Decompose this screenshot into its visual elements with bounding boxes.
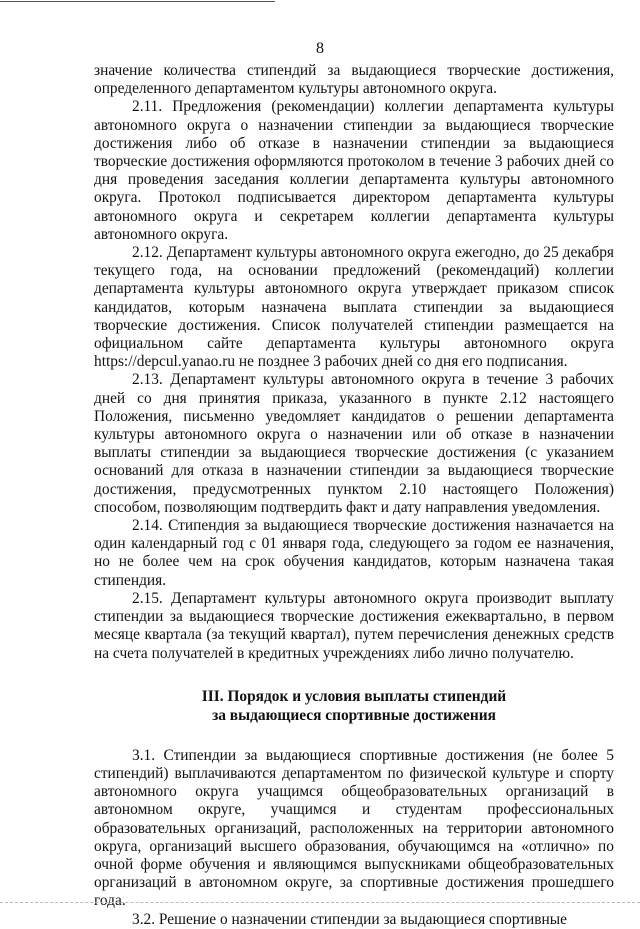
top-rule — [0, 1, 275, 2]
paragraph-3-2: 3.2. Решение о назначении стипендии за выдающиеся спортивные — [132, 910, 567, 928]
paragraph-continuation: значение количества стипендий за выдающиеся творческие достижения, определенного департаментом культуры автономного округа. — [94, 62, 614, 98]
paragraph-3-1: 3.1. Стипендии за выдающиеся спортивные достижения (не более 5 стипендий) выплачиваются департаментом по физической культуре и спорту автономного округа учащимся общеобразовательных организаций в автономном округе, учащимся и студентам профессиональных образовательных организаций, расположенных на территории автономного округа, организаций высшего образования, обучающимся на «отлично» по очной форме обучения и являющимся выпускниками общеобразовательных организаций в автономном округе, за спортивные достижения прошедшего года. — [94, 746, 614, 910]
bottom-rule — [0, 902, 640, 903]
section-heading-line-1: III. Порядок и условия выплаты стипендий — [201, 687, 507, 705]
paragraph-2-13: 2.13. Департамент культуры автономного округа в течение 3 рабочих дней со дня принятия приказа, указанного в пункте 2.12 настоящего Положения, письменно уведомляет кандидатов о решении департамента культуры автономного округа о назначении или об отказе в назначении выплаты стипендии за выдающиеся творческие достижения (с указанием оснований для отказа в назначении стипендии за выдающиеся творческие достижения, предусмотренных пунктом 2.10 настоящего Положения) способом, позволяющим подтвердить факт и дату направления уведомления. — [94, 371, 614, 516]
document-body — [94, 62, 614, 929]
page-number: 8 — [316, 40, 324, 57]
paragraph-2-15: 2.15. Департамент культуры автономного округа производит выплату стипендии за выдающиеся творческие достижения ежеквартально, в первом месяце квартала (за текущий квартал), путем перечисления денежных средств на счета получателей в кредитных учреждениях либо лично получателю. — [94, 589, 614, 662]
paragraph-2-11: 2.11. Предложения (рекомендации) коллегии департамента культуры автономного округа о назначении стипендии за выдающиеся творческие достижения либо об отказе в назначении стипендии за выдающиеся творческие достижения оформляются протоколом в течение 3 рабочих дней со дня проведения заседания коллегии департамента культуры автономного округа. Протокол подписывается директором департамента культуры автономного округа и секретарем коллегии департамента культуры автономного округа. — [94, 98, 614, 243]
paragraph-2-12: 2.12. Департамент культуры автономного округа ежегодно, до 25 декабря текущего года, на основании предложений (рекомендаций) коллегии департамента культуры автономного округа утверждает приказом список кандидатов, которым назначена выплата стипендии за выдающиеся творческие достижения. Список получателей стипендии размещается на официальном сайте департамента культуры автономного округа https://depcul.yanao.ru не позднее 3 рабочих дней со дня его подписания. — [94, 244, 614, 371]
section-heading-line-2: за выдающиеся спортивные достижения — [212, 706, 496, 724]
paragraph-2-14: 2.14. Стипендия за выдающиеся творческие достижения назначается на один календарный год с 01 января года, следующего за годом ее назначения, но не более чем на срок обучения кандидатов, которым назначена такая стипендия. — [94, 517, 614, 589]
section-heading — [94, 687, 614, 725]
